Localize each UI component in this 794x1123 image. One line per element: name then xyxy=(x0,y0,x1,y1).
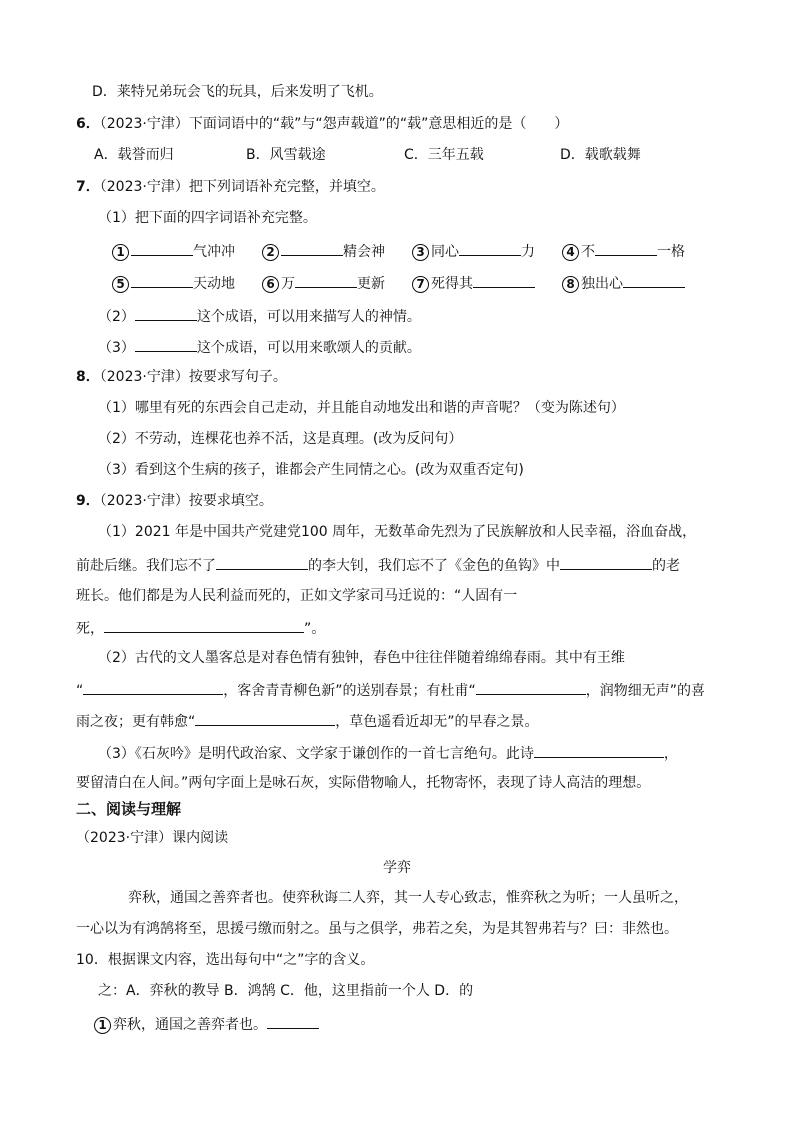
q7-item-3 xyxy=(412,240,535,262)
section-2-title: 二、阅读与理解 xyxy=(76,800,182,818)
q7-sub2-label: （2） xyxy=(98,309,135,325)
q9-part2-line1: （2）古代的文人墨客总是对春色情有独钟，春色中往往伴随着绵绵春雨。其中有王维 xyxy=(98,650,625,666)
q7-number: 7． xyxy=(76,179,100,195)
q7-item-1 xyxy=(112,240,235,262)
q9-blank-li-dazhao[interactable] xyxy=(216,554,308,570)
q9-blank-han-yu[interactable] xyxy=(195,710,335,726)
q7-item-8-text-pre: 独出心 xyxy=(581,276,623,292)
q8-sentence-1: （1）哪里有死的东西会自己走动，并且能自动地发出和谐的声音呢？（变为陈述句） xyxy=(98,400,625,416)
q7-item-4 xyxy=(562,240,685,262)
q7-item-6 xyxy=(262,272,385,294)
question-9 xyxy=(76,491,273,511)
q7-item-6-number: 6 xyxy=(262,276,279,293)
q7-item-6-text: 更新 xyxy=(357,276,385,292)
q7-sub2 xyxy=(98,305,421,327)
q10-item-1-blank[interactable] xyxy=(267,1013,319,1029)
q7-item-3-blank[interactable] xyxy=(459,240,521,256)
q7-item-4-text-pre: 不 xyxy=(581,244,595,260)
q5-option-d: D．莱特兄弟玩会飞的玩具，后来发明了飞机。 xyxy=(92,84,383,100)
q9-part1-line2 xyxy=(76,554,680,576)
q7-item-5-number: 5 xyxy=(112,276,129,293)
q9-part2-text-c: ，润物细无声”的喜 xyxy=(585,683,706,699)
q9-part2-text-a: “ xyxy=(76,683,84,699)
q7-sub1: （1）把下面的四字词语补充完整。 xyxy=(98,210,317,226)
q7-stem: 把下列词语补充完整，并填空。 xyxy=(188,179,385,195)
q7-item-6-text-pre: 万 xyxy=(281,276,295,292)
q8-sentence-2: （2）不劳动，连棵花也养不活，这是真理。(改为反问句） xyxy=(98,431,463,447)
question-8 xyxy=(76,367,287,387)
q9-blank-squad-leader[interactable] xyxy=(560,554,652,570)
q6-option-a: A．载誉而归 xyxy=(94,147,174,163)
q6-option-c: C．三年五载 xyxy=(404,147,484,163)
q10-options: 之：A．弈秋的教导 B．鸿鹄 C．他，这里指前一个人 D．的 xyxy=(98,983,474,999)
q7-item-7 xyxy=(412,272,535,294)
q8-number: 8． xyxy=(76,369,100,385)
q8-source-tag: （2023·宁津） xyxy=(99,369,189,385)
q7-item-7-number: 7 xyxy=(412,276,429,293)
q9-part1-text-d: 死， xyxy=(76,621,104,637)
q9-part2-line3 xyxy=(76,710,539,732)
section-2-source-tag: （2023·宁津）课内阅读 xyxy=(76,830,229,846)
q9-part3-text-b: ， xyxy=(663,746,678,762)
q7-sub2-text: 这个成语，可以用来描写人的神情。 xyxy=(196,309,421,325)
q6-stem: 下面词语中的“载”与“怨声载道”的“载”意思相近的是（ ） xyxy=(188,116,569,132)
q7-item-7-blank[interactable] xyxy=(473,272,535,288)
q7-item-2 xyxy=(262,240,385,262)
q6-option-b: B．风雪载途 xyxy=(246,147,326,163)
q6-source-tag: （2023·宁津） xyxy=(99,116,189,132)
q7-item-8-blank[interactable] xyxy=(623,272,685,288)
q10-item-1-number: 1 xyxy=(94,1017,111,1034)
q7-item-2-text: 精会神 xyxy=(343,244,385,260)
q9-part2-text-e: ，草色遥看近却无”的早春之景。 xyxy=(335,714,539,730)
question-10: 10．根据课文内容，选出每句中“之”字的含义。 xyxy=(76,952,375,968)
q7-item-8-number: 8 xyxy=(562,276,579,293)
q7-sub3-text: 这个成语，可以用来歌颂人的贡献。 xyxy=(196,340,421,356)
q8-stem: 按要求写句子。 xyxy=(188,369,287,385)
q9-source-tag: （2023·宁津） xyxy=(99,493,189,509)
q7-item-7-text-pre: 死得其 xyxy=(431,276,473,292)
q7-item-4-number: 4 xyxy=(562,244,579,261)
q7-sub3-blank[interactable] xyxy=(135,336,197,352)
q6-option-d: D．载歌载舞 xyxy=(560,147,641,163)
q7-item-1-blank[interactable] xyxy=(131,240,193,256)
q9-part1-line3: 班长。他们都是为人民利益而死的，正如文学家司马迁说的：“人固有一 xyxy=(76,588,518,604)
q7-item-4-text: 一格 xyxy=(657,244,685,260)
q7-item-3-number: 3 xyxy=(412,244,429,261)
q7-item-2-blank[interactable] xyxy=(281,240,343,256)
q10-item-1-text: 弈秋，通国之善弈者也。 xyxy=(113,1017,267,1033)
q7-item-3-text-pre: 同心 xyxy=(431,244,459,260)
q7-item-2-number: 2 xyxy=(262,244,279,261)
q9-blank-shihuiyin[interactable] xyxy=(534,742,664,758)
question-6 xyxy=(76,114,568,134)
q7-item-1-number: 1 xyxy=(112,244,129,261)
q9-part3-text-a: （3）《石灰吟》是明代政治家、文学家于谦创作的一首七言绝句。此诗 xyxy=(98,746,534,762)
q7-item-5 xyxy=(112,272,235,294)
q9-part3-line2: 要留清白在人间。”两句字面上是咏石灰，实际借物喻人，托物寄怀，表现了诗人高洁的理想。 xyxy=(76,775,651,791)
q9-part1-line1: （1）2021 年是中国共产党建党100 周年，无数革命先烈为了民族解放和人民幸福，浴血奋战， xyxy=(98,524,697,540)
q6-number: 6． xyxy=(76,116,100,132)
q9-part2-text-b: ，客舍青青柳色新”的送别春景；有杜甫“ xyxy=(223,683,476,699)
q7-sub3 xyxy=(98,336,421,358)
q9-stem: 按要求填空。 xyxy=(188,493,273,509)
q10-item-1 xyxy=(94,1013,319,1035)
q9-part1-text-e: ”。 xyxy=(304,621,326,637)
q9-blank-du-fu[interactable] xyxy=(476,679,586,695)
q9-blank-sima-qian[interactable] xyxy=(104,617,304,633)
q9-part2-text-d: 雨之夜；更有韩愈“ xyxy=(76,714,196,730)
q9-number: 9． xyxy=(76,493,100,509)
passage-line-2: 一心以为有鸿鹄将至，思援弓缴而射之。虽与之俱学，弗若之矣，为是其智弗若与？曰：非然也。 xyxy=(76,921,678,937)
passage-title: 学弈 xyxy=(383,860,411,876)
q7-item-6-blank[interactable] xyxy=(295,272,357,288)
passage-line-1: 弈秋，通国之善弈者也。使弈秋诲二人弈，其一人专心致志，惟弈秋之为听；一人虽听之， xyxy=(128,890,688,906)
q9-part1-text-c: 的老 xyxy=(652,558,680,574)
q9-part2-line2 xyxy=(76,679,705,701)
q7-item-3-text: 力 xyxy=(521,244,535,260)
q9-blank-wang-wei[interactable] xyxy=(83,679,223,695)
q7-item-5-text: 天动地 xyxy=(193,276,235,292)
q9-part3-line1 xyxy=(98,742,678,764)
question-7 xyxy=(76,177,385,197)
q7-item-1-text: 气冲冲 xyxy=(193,244,235,260)
q7-item-4-blank[interactable] xyxy=(595,240,657,256)
q8-sentence-3: （3）看到这个生病的孩子，谁都会产生同情之心。(改为双重否定句) xyxy=(98,462,524,478)
q7-sub2-blank[interactable] xyxy=(135,305,197,321)
q7-item-8 xyxy=(562,272,685,294)
q9-part1-text-a: 前赴后继。我们忘不了 xyxy=(76,558,216,574)
q9-part1-text-b: 的李大钊，我们忘不了《金色的鱼钩》中 xyxy=(308,558,560,574)
q9-part1-line4 xyxy=(76,617,325,639)
q7-item-5-blank[interactable] xyxy=(131,272,193,288)
q7-sub3-label: （3） xyxy=(98,340,135,356)
q7-source-tag: （2023·宁津） xyxy=(99,179,189,195)
